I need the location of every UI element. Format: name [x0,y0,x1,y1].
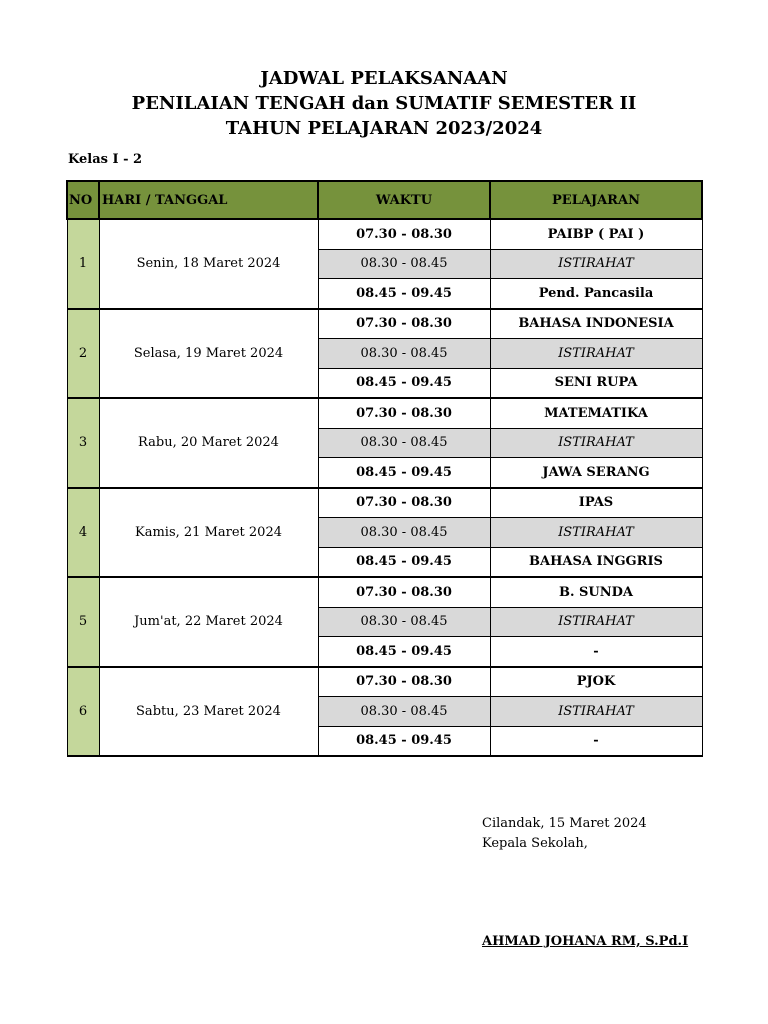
slot-subject: JAWA SERANG [490,458,702,488]
slot-time: 08.30 - 08.45 [318,697,490,727]
day-date: Sabtu, 23 Maret 2024 [99,667,318,757]
slot-time: 08.45 - 09.45 [318,547,490,577]
day-number: 6 [67,667,99,757]
slot-subject: - [490,637,702,667]
slot-time: 07.30 - 08.30 [318,219,490,249]
slot-time: 07.30 - 08.30 [318,309,490,339]
slot-time: 08.30 - 08.45 [318,607,490,637]
break-label: ISTIRAHAT [490,339,702,369]
break-label: ISTIRAHAT [490,518,702,548]
break-label: ISTIRAHAT [490,428,702,458]
title-line-2: PENILAIAN TENGAH dan SUMATIF SEMESTER II [131,93,637,114]
schedule-table [66,180,703,757]
slot-subject: SENI RUPA [490,368,702,398]
place-date: Cilandak, 15 Maret 2024 [482,816,647,831]
day-date: Kamis, 21 Maret 2024 [99,488,318,578]
title-line-1: JADWAL PELAKSANAAN [260,68,508,89]
slot-time: 07.30 - 08.30 [318,488,490,518]
slot-subject: BAHASA INGGRIS [490,547,702,577]
slot-time: 08.45 - 09.45 [318,637,490,667]
day-date: Senin, 18 Maret 2024 [99,219,318,309]
header-pelajaran: PELAJARAN [490,181,702,219]
slot-subject: MATEMATIKA [490,398,702,428]
signature-block [482,814,647,854]
header-hari-tanggal: HARI / TANGGAL [99,181,318,219]
break-label: ISTIRAHAT [490,607,702,637]
slot-subject: IPAS [490,488,702,518]
table-header-row [67,181,702,219]
slot-time: 08.30 - 08.45 [318,249,490,279]
day-date: Jum'at, 22 Maret 2024 [99,577,318,667]
table-row [67,309,702,339]
table-row [67,577,702,607]
slot-time: 08.45 - 09.45 [318,726,490,756]
slot-time: 07.30 - 08.30 [318,667,490,697]
document-title [0,66,768,141]
slot-subject: Pend. Pancasila [490,279,702,309]
slot-subject: PAIBP ( PAI ) [490,219,702,249]
break-label: ISTIRAHAT [490,697,702,727]
table-row [67,488,702,518]
slot-subject: PJOK [490,667,702,697]
day-number: 3 [67,398,99,488]
day-number: 4 [67,488,99,578]
table-row [67,398,702,428]
table-row [67,667,702,697]
day-date: Selasa, 19 Maret 2024 [99,309,318,399]
slot-subject: BAHASA INDONESIA [490,309,702,339]
slot-time: 08.30 - 08.45 [318,339,490,369]
slot-subject: B. SUNDA [490,577,702,607]
day-date: Rabu, 20 Maret 2024 [99,398,318,488]
header-no: NO [67,181,99,219]
slot-time: 07.30 - 08.30 [318,577,490,607]
signer-name: AHMAD JOHANA RM, S.Pd.I [482,934,689,949]
slot-time: 08.45 - 09.45 [318,279,490,309]
slot-time: 08.30 - 08.45 [318,518,490,548]
break-label: ISTIRAHAT [490,249,702,279]
slot-time: 08.45 - 09.45 [318,458,490,488]
schedule-body [67,219,702,756]
slot-subject: - [490,726,702,756]
signer-role: Kepala Sekolah, [482,836,588,851]
day-number: 1 [67,219,99,309]
day-number: 2 [67,309,99,399]
slot-time: 08.45 - 09.45 [318,368,490,398]
day-number: 5 [67,577,99,667]
slot-time: 08.30 - 08.45 [318,428,490,458]
class-label: Kelas I - 2 [68,152,143,167]
slot-time: 07.30 - 08.30 [318,398,490,428]
header-waktu: WAKTU [318,181,490,219]
table-row [67,219,702,249]
title-line-3: TAHUN PELAJARAN 2023/2024 [225,118,543,139]
